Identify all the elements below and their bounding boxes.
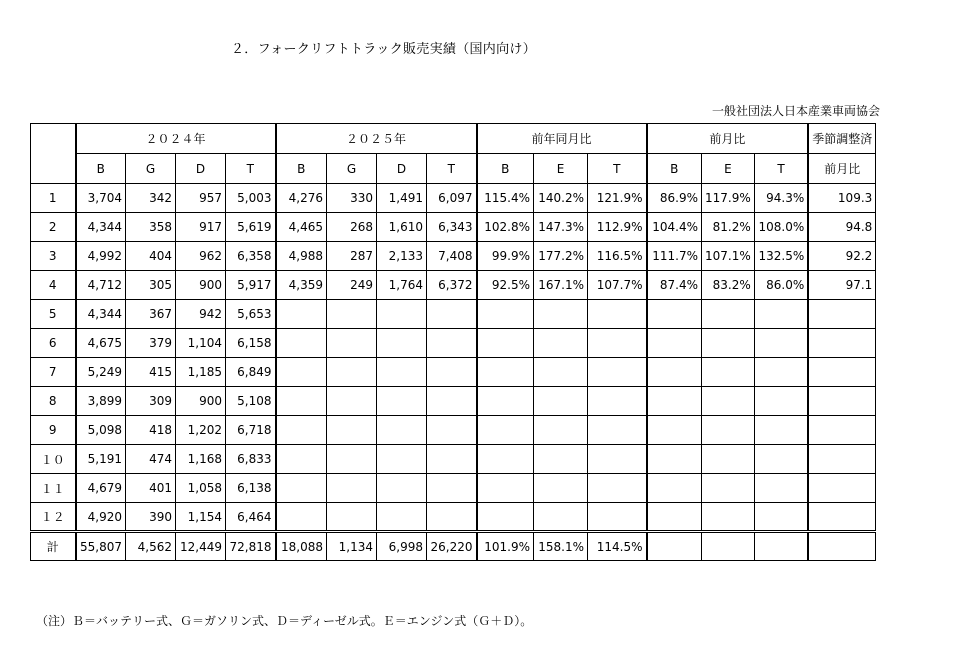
header-seasonal: 季節調整済: [808, 124, 876, 154]
table-cell: [327, 329, 377, 358]
table-cell: [377, 300, 427, 329]
table-cell: [754, 474, 808, 503]
table-cell: 121.9%: [588, 184, 647, 213]
table-cell: 6,097: [427, 184, 477, 213]
table-cell: 358: [126, 213, 176, 242]
table-cell: 4,712: [76, 271, 126, 300]
subheader-cell: B: [276, 154, 327, 184]
table-cell: 5,249: [76, 358, 126, 387]
table-cell: 942: [176, 300, 226, 329]
table-cell: 900: [176, 271, 226, 300]
table-cell: [647, 445, 702, 474]
table-cell: [808, 387, 876, 416]
table-cell: 474: [126, 445, 176, 474]
table-cell: [588, 358, 647, 387]
table-cell: [427, 503, 477, 532]
table-cell: 115.4%: [477, 184, 534, 213]
table-cell: [276, 445, 327, 474]
table-cell: [534, 300, 588, 329]
table-row: [31, 329, 876, 358]
table-cell: [377, 445, 427, 474]
table-cell: 132.5%: [754, 242, 808, 271]
table-cell: [377, 503, 427, 532]
table-cell: [588, 503, 647, 532]
table-cell: 117.9%: [702, 184, 755, 213]
table-cell: 2: [31, 213, 76, 242]
table-cell: [588, 416, 647, 445]
table-cell: 917: [176, 213, 226, 242]
table-cell: [377, 358, 427, 387]
table-cell: [427, 329, 477, 358]
subheader-cell: T: [588, 154, 647, 184]
table-cell: 4,359: [276, 271, 327, 300]
table-cell: 962: [176, 242, 226, 271]
table-cell: [276, 358, 327, 387]
table-cell: 5,191: [76, 445, 126, 474]
table-cell: [276, 329, 327, 358]
table-cell: 4,992: [76, 242, 126, 271]
table-cell: 6,849: [226, 358, 276, 387]
header-2025: ２０２５年: [276, 124, 477, 154]
table-cell: [647, 532, 702, 561]
table-cell: 3: [31, 242, 76, 271]
table-cell: 12,449: [176, 532, 226, 561]
table-cell: [647, 358, 702, 387]
table-cell: [427, 416, 477, 445]
header-yoy: 前年同月比: [477, 124, 647, 154]
table-cell: 5,917: [226, 271, 276, 300]
table-cell: 116.5%: [588, 242, 647, 271]
table-cell: [377, 329, 427, 358]
table-cell: 3,704: [76, 184, 126, 213]
table-cell: 87.4%: [647, 271, 702, 300]
subheader-cell: E: [534, 154, 588, 184]
table-cell: [702, 300, 755, 329]
table-cell: 7: [31, 358, 76, 387]
table-cell: [702, 503, 755, 532]
sales-table: [30, 123, 876, 561]
table-cell: 4,988: [276, 242, 327, 271]
table-cell: [534, 387, 588, 416]
table-cell: [754, 503, 808, 532]
table-cell: 107.1%: [702, 242, 755, 271]
table-cell: [477, 474, 534, 503]
table-cell: 1,104: [176, 329, 226, 358]
subheader-cell: D: [377, 154, 427, 184]
table-cell: [702, 532, 755, 561]
table-cell: [702, 387, 755, 416]
table-cell: [588, 300, 647, 329]
table-cell: 1,610: [377, 213, 427, 242]
table-cell: 5,003: [226, 184, 276, 213]
page-title: ２．フォークリフトトラック販売実績（国内向け）: [231, 42, 536, 57]
table-row: [31, 242, 876, 271]
table-cell: 109.3: [808, 184, 876, 213]
table-cell: [276, 387, 327, 416]
table-cell: 268: [327, 213, 377, 242]
table-cell: 108.0%: [754, 213, 808, 242]
header-month-blank: [31, 124, 76, 184]
table-cell: [647, 300, 702, 329]
table-cell: 114.5%: [588, 532, 647, 561]
table-cell: 4: [31, 271, 76, 300]
table-cell: [327, 387, 377, 416]
table-cell: 140.2%: [534, 184, 588, 213]
table-cell: [808, 358, 876, 387]
table-cell: [588, 329, 647, 358]
table-cell: 6,343: [427, 213, 477, 242]
table-cell: [327, 358, 377, 387]
table-cell: [534, 474, 588, 503]
table-cell: 104.4%: [647, 213, 702, 242]
subheader-cell: B: [76, 154, 126, 184]
subheader-cell: 前月比: [808, 154, 876, 184]
table-cell: 900: [176, 387, 226, 416]
table-cell: [754, 416, 808, 445]
table-cell: 7,408: [427, 242, 477, 271]
table-cell: [702, 329, 755, 358]
table-cell: 287: [327, 242, 377, 271]
table-cell: 計: [31, 532, 76, 561]
table-cell: [808, 416, 876, 445]
subheader-cell: G: [126, 154, 176, 184]
table-row: [31, 184, 876, 213]
table-cell: [377, 416, 427, 445]
table-cell: [534, 329, 588, 358]
table-cell: 112.9%: [588, 213, 647, 242]
table-cell: [534, 503, 588, 532]
table-cell: [702, 474, 755, 503]
table-row: [31, 503, 876, 532]
table-cell: 1,168: [176, 445, 226, 474]
table-cell: [534, 416, 588, 445]
table-row: [31, 213, 876, 242]
table-cell: 8: [31, 387, 76, 416]
table-cell: [808, 300, 876, 329]
table-cell: [808, 474, 876, 503]
table-cell: [534, 358, 588, 387]
table-cell: [427, 300, 477, 329]
subheader-cell: T: [427, 154, 477, 184]
table-cell: [702, 416, 755, 445]
table-cell: [477, 387, 534, 416]
subheader-cell: B: [647, 154, 702, 184]
table-row: [31, 387, 876, 416]
table-cell: １１: [31, 474, 76, 503]
table-cell: [477, 329, 534, 358]
table-cell: 6,464: [226, 503, 276, 532]
total-row: [31, 532, 876, 561]
table-cell: 390: [126, 503, 176, 532]
table-cell: 367: [126, 300, 176, 329]
table-cell: 401: [126, 474, 176, 503]
table-cell: 2,133: [377, 242, 427, 271]
table-cell: 404: [126, 242, 176, 271]
table-cell: [808, 329, 876, 358]
table-cell: 4,562: [126, 532, 176, 561]
table-cell: 3,899: [76, 387, 126, 416]
table-cell: 4,344: [76, 300, 126, 329]
table-cell: [588, 387, 647, 416]
table-cell: 158.1%: [534, 532, 588, 561]
table-cell: [647, 503, 702, 532]
table-cell: [477, 358, 534, 387]
table-cell: [276, 300, 327, 329]
table-cell: 9: [31, 416, 76, 445]
table-cell: 26,220: [427, 532, 477, 561]
table-row: [31, 474, 876, 503]
table-cell: [477, 503, 534, 532]
table-cell: 6,158: [226, 329, 276, 358]
table-cell: 6,372: [427, 271, 477, 300]
table-cell: 1,491: [377, 184, 427, 213]
table-cell: 6,833: [226, 445, 276, 474]
table-cell: [754, 358, 808, 387]
table-cell: [754, 445, 808, 474]
table-cell: [534, 445, 588, 474]
table-cell: [477, 416, 534, 445]
table-row: [31, 271, 876, 300]
table-cell: 147.3%: [534, 213, 588, 242]
table-row: [31, 416, 876, 445]
table-cell: １０: [31, 445, 76, 474]
table-cell: 1,202: [176, 416, 226, 445]
table-cell: 6,138: [226, 474, 276, 503]
table-cell: 55,807: [76, 532, 126, 561]
table-cell: [427, 445, 477, 474]
subheader-cell: E: [702, 154, 755, 184]
table-cell: [647, 329, 702, 358]
table-cell: 4,675: [76, 329, 126, 358]
table-cell: 1,764: [377, 271, 427, 300]
table-cell: 1: [31, 184, 76, 213]
subheader-cell: B: [477, 154, 534, 184]
table-cell: [477, 445, 534, 474]
table-cell: 5: [31, 300, 76, 329]
table-cell: 4,920: [76, 503, 126, 532]
subheader-cell: T: [226, 154, 276, 184]
table-cell: 5,619: [226, 213, 276, 242]
table-cell: 6,358: [226, 242, 276, 271]
table-cell: 4,679: [76, 474, 126, 503]
table-cell: 379: [126, 329, 176, 358]
table-cell: [754, 387, 808, 416]
table-cell: 6,998: [377, 532, 427, 561]
table-cell: [808, 532, 876, 561]
table-cell: 94.8: [808, 213, 876, 242]
table-row: [31, 358, 876, 387]
table-cell: [588, 474, 647, 503]
table-row: [31, 300, 876, 329]
table-cell: 18,088: [276, 532, 327, 561]
table-cell: 4,344: [76, 213, 126, 242]
table-cell: [808, 445, 876, 474]
table-cell: 342: [126, 184, 176, 213]
table-cell: 305: [126, 271, 176, 300]
table-cell: [477, 300, 534, 329]
table-cell: 1,058: [176, 474, 226, 503]
subheader-cell: D: [176, 154, 226, 184]
table-cell: 177.2%: [534, 242, 588, 271]
header-2024: ２０２４年: [76, 124, 276, 154]
table-cell: 249: [327, 271, 377, 300]
table-cell: [377, 474, 427, 503]
subheader-cell: G: [327, 154, 377, 184]
table-cell: 418: [126, 416, 176, 445]
table-cell: 86.9%: [647, 184, 702, 213]
table-cell: １２: [31, 503, 76, 532]
header-mom: 前月比: [647, 124, 809, 154]
footnote: （注）Ｂ＝バッテリー式、Ｇ＝ガソリン式、Ｄ＝ディーゼル式。Ｅ＝エンジン式（Ｇ＋Ｄ）。: [36, 614, 533, 628]
table-cell: 4,276: [276, 184, 327, 213]
table-cell: 415: [126, 358, 176, 387]
table-cell: [647, 387, 702, 416]
table-cell: 102.8%: [477, 213, 534, 242]
table-cell: [427, 387, 477, 416]
table-cell: [327, 300, 377, 329]
header-row-sub: [31, 154, 876, 184]
table-cell: [427, 358, 477, 387]
table-cell: [327, 416, 377, 445]
table-cell: 72,818: [226, 532, 276, 561]
table-cell: [647, 474, 702, 503]
table-cell: 167.1%: [534, 271, 588, 300]
table-cell: [427, 474, 477, 503]
table-cell: 5,098: [76, 416, 126, 445]
header-row-groups: [31, 124, 876, 154]
table-cell: [702, 445, 755, 474]
table-cell: 5,653: [226, 300, 276, 329]
table-cell: 97.1: [808, 271, 876, 300]
table-cell: [327, 445, 377, 474]
table-cell: 92.5%: [477, 271, 534, 300]
table-cell: 4,465: [276, 213, 327, 242]
table-cell: [754, 532, 808, 561]
table-cell: [276, 474, 327, 503]
table-cell: 957: [176, 184, 226, 213]
table-cell: 1,185: [176, 358, 226, 387]
table-row: [31, 445, 876, 474]
table-cell: 94.3%: [754, 184, 808, 213]
table-cell: 83.2%: [702, 271, 755, 300]
table-cell: 6,718: [226, 416, 276, 445]
table-cell: [327, 474, 377, 503]
table-cell: [808, 503, 876, 532]
table-cell: 101.9%: [477, 532, 534, 561]
table-cell: 111.7%: [647, 242, 702, 271]
table-cell: 5,108: [226, 387, 276, 416]
table-cell: [754, 329, 808, 358]
table-cell: [754, 300, 808, 329]
table-cell: [702, 358, 755, 387]
table-cell: [276, 416, 327, 445]
table-cell: [276, 503, 327, 532]
table-cell: 99.9%: [477, 242, 534, 271]
organization-name: 一般社団法人日本産業車両協会: [711, 104, 880, 118]
table-cell: 81.2%: [702, 213, 755, 242]
table-cell: 6: [31, 329, 76, 358]
table-cell: 1,134: [327, 532, 377, 561]
table-cell: 107.7%: [588, 271, 647, 300]
table-cell: 309: [126, 387, 176, 416]
subheader-cell: T: [754, 154, 808, 184]
table-cell: [327, 503, 377, 532]
table-cell: 1,154: [176, 503, 226, 532]
table-cell: 92.2: [808, 242, 876, 271]
table-cell: [377, 387, 427, 416]
table-cell: [647, 416, 702, 445]
table-cell: 86.0%: [754, 271, 808, 300]
table-cell: 330: [327, 184, 377, 213]
table-cell: [588, 445, 647, 474]
